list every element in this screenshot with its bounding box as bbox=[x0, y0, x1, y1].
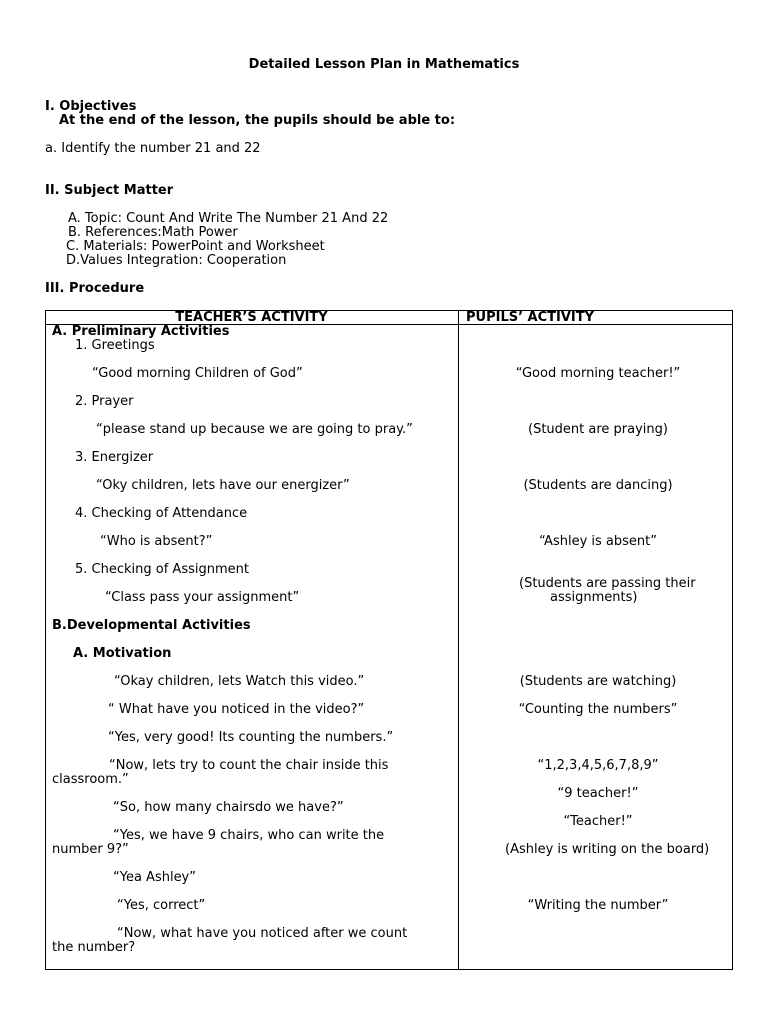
pupil-line: (Student are praying) bbox=[528, 422, 668, 437]
developmental-activities-heading: B.Developmental Activities bbox=[52, 618, 251, 633]
teacher-line: classroom.” bbox=[52, 772, 129, 787]
teacher-activity-header: TEACHER’S ACTIVITY bbox=[175, 310, 328, 325]
subject-matter-heading: II. Subject Matter bbox=[45, 183, 174, 198]
subject-item-materials: C. Materials: PowerPoint and Worksheet bbox=[66, 239, 325, 254]
teacher-line: “Who is absent?” bbox=[100, 534, 213, 549]
pupil-line: “Counting the numbers” bbox=[518, 702, 678, 717]
pupil-line: “Ashley is absent” bbox=[539, 534, 657, 549]
pupil-line: “9 teacher!” bbox=[557, 786, 639, 801]
teacher-line: “Okay children, lets Watch this video.” bbox=[114, 674, 365, 689]
pupils-activity-header: PUPILS’ ACTIVITY bbox=[466, 310, 595, 325]
subject-item-references: B. References:Math Power bbox=[68, 225, 238, 240]
pupil-line: (Ashley is writing on the board) bbox=[505, 842, 710, 857]
teacher-line: “Yes, very good! Its counting the numbers.” bbox=[108, 730, 394, 745]
step-attendance: 4. Checking of Attendance bbox=[75, 506, 248, 521]
teacher-line: “Now, what have you noticed after we count bbox=[117, 926, 408, 941]
motivation-heading: A. Motivation bbox=[73, 646, 172, 661]
step-assignment: 5. Checking of Assignment bbox=[75, 562, 249, 577]
teacher-line: “Good morning Children of God” bbox=[92, 366, 303, 381]
teacher-line: “Yea Ashley” bbox=[113, 870, 196, 885]
pupil-line: “Writing the number” bbox=[527, 898, 669, 913]
pupil-line: “Teacher!” bbox=[563, 814, 633, 829]
preliminary-activities-heading: A. Preliminary Activities bbox=[52, 324, 230, 339]
teacher-line: “Oky children, lets have our energizer” bbox=[96, 478, 350, 493]
document-title: Detailed Lesson Plan in Mathematics bbox=[248, 57, 520, 72]
teacher-line: the number? bbox=[52, 940, 136, 955]
pupil-line: assignments) bbox=[550, 590, 638, 605]
pupil-line: (Students are watching) bbox=[519, 674, 677, 689]
pupil-line: “Good morning teacher!” bbox=[515, 366, 681, 381]
teacher-line: “Class pass your assignment” bbox=[105, 590, 300, 605]
teacher-line: “ What have you noticed in the video?” bbox=[108, 702, 365, 717]
step-energizer: 3. Energizer bbox=[75, 450, 154, 465]
teacher-line: number 9?” bbox=[52, 842, 129, 857]
objectives-intro: At the end of the lesson, the pupils should be able to: bbox=[59, 113, 456, 128]
teacher-line: “So, how many chairsdo we have?” bbox=[113, 800, 344, 815]
subject-item-values: D.Values Integration: Cooperation bbox=[66, 253, 287, 268]
table-column-divider bbox=[458, 310, 459, 970]
teacher-line: “Now, lets try to count the chair inside this bbox=[109, 758, 389, 773]
teacher-line: “please stand up because we are going to pray.” bbox=[96, 422, 413, 437]
procedure-heading: III. Procedure bbox=[45, 281, 145, 296]
teacher-line: “Yes, correct” bbox=[117, 898, 206, 913]
pupil-line: (Students are dancing) bbox=[523, 478, 673, 493]
objective-item: a. Identify the number 21 and 22 bbox=[45, 141, 261, 156]
step-greetings: 1. Greetings bbox=[75, 338, 155, 353]
subject-item-topic: A. Topic: Count And Write The Number 21 And 22 bbox=[68, 211, 389, 226]
pupil-line: “1,2,3,4,5,6,7,8,9” bbox=[537, 758, 659, 773]
objectives-heading: I. Objectives bbox=[45, 99, 137, 114]
teacher-line: “Yes, we have 9 chairs, who can write the bbox=[113, 828, 385, 843]
step-prayer: 2. Prayer bbox=[75, 394, 134, 409]
pupil-line: (Students are passing their bbox=[519, 576, 696, 591]
